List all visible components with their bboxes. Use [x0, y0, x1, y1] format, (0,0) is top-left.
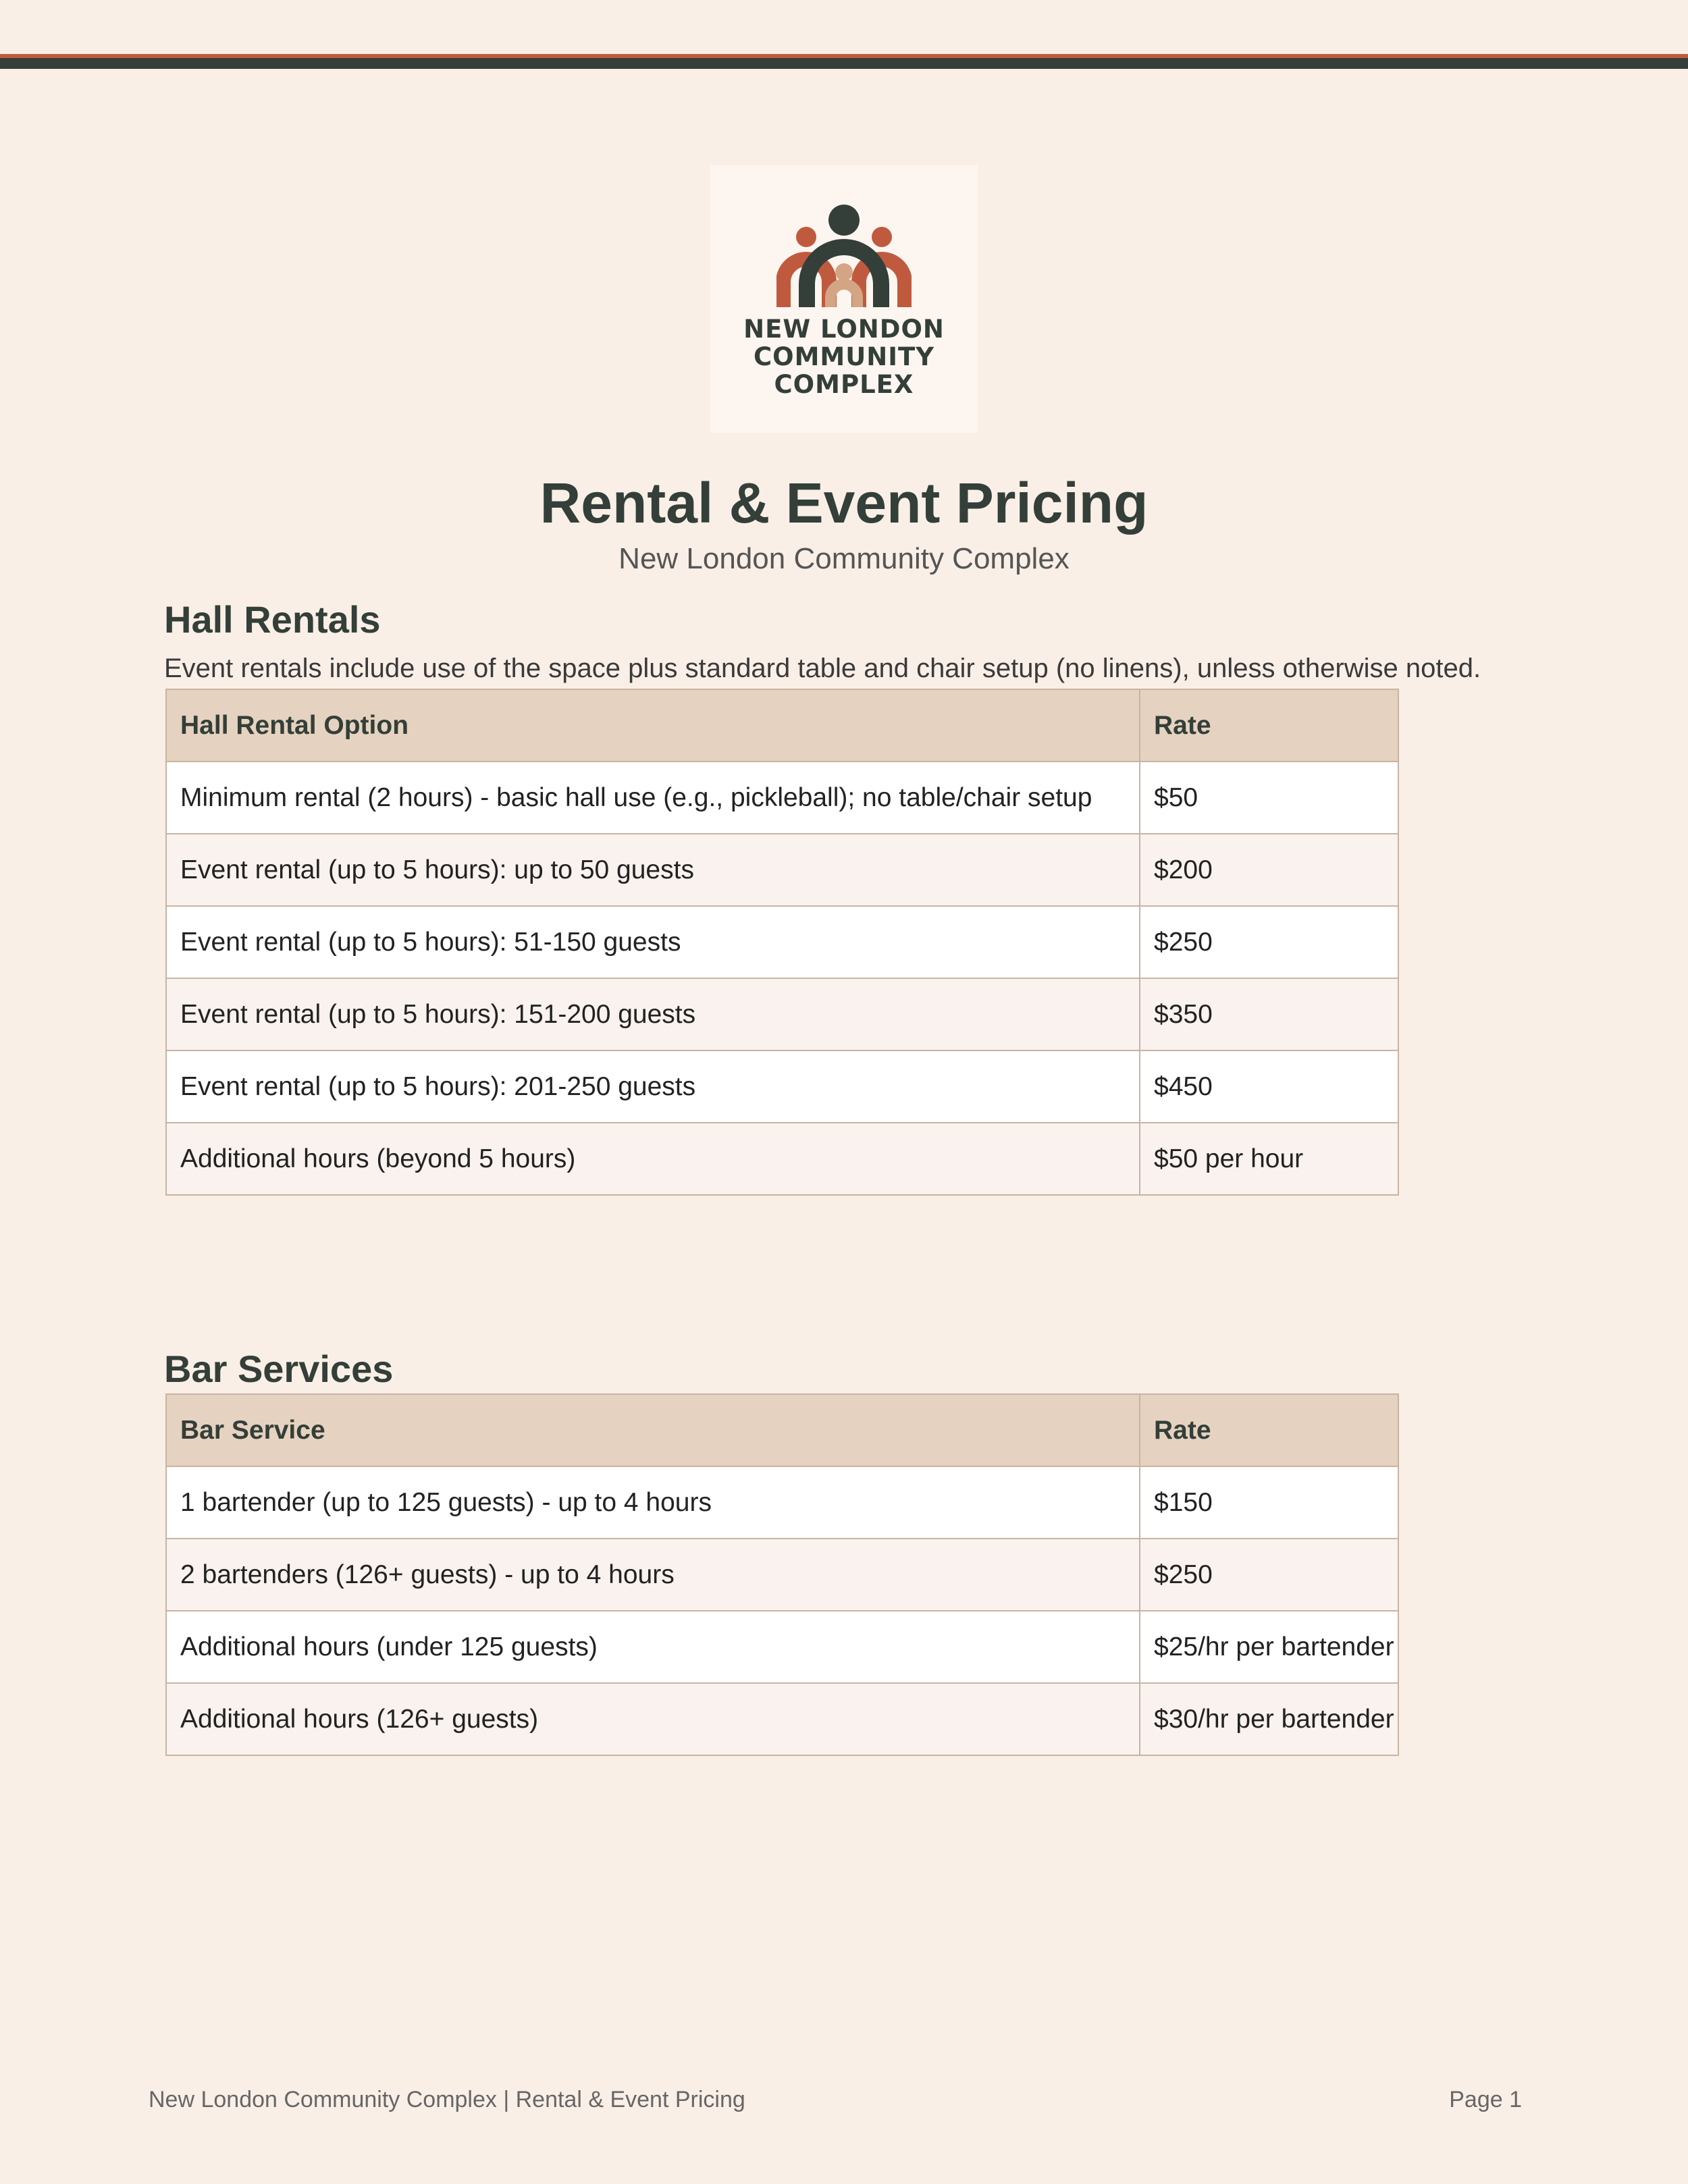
rate-cell: $50 per hour	[1140, 1123, 1398, 1195]
table-row	[166, 834, 1398, 906]
hall-rental-table	[165, 689, 1399, 1196]
column-header-option: Hall Rental Option	[166, 689, 1140, 762]
table-row	[166, 1539, 1398, 1611]
table-row	[166, 1683, 1398, 1755]
table-row	[166, 978, 1398, 1050]
option-cell: Event rental (up to 5 hours): 201-250 guests	[166, 1050, 1140, 1123]
hall-rentals-intro: Event rentals include use of the space plus standard table and chair setup (no linens), unless otherwise noted.	[164, 654, 1481, 683]
table-row	[166, 1466, 1398, 1539]
table-row	[166, 762, 1398, 834]
option-cell: Event rental (up to 5 hours): 51-150 guests	[166, 906, 1140, 978]
page-subtitle: New London Community Complex	[618, 542, 1070, 575]
header-rule	[0, 58, 1688, 69]
column-header-rate: Rate	[1140, 689, 1398, 762]
rate-cell: $250	[1140, 1539, 1398, 1611]
rate-cell: $350	[1140, 978, 1398, 1050]
rate-cell: $25/hr per bartender	[1140, 1611, 1398, 1683]
service-cell: Additional hours (under 125 guests)	[166, 1611, 1140, 1683]
table-row	[166, 906, 1398, 978]
option-cell: Event rental (up to 5 hours): up to 50 guests	[166, 834, 1140, 906]
logo-wordmark	[710, 315, 978, 398]
logo-line-2: COMMUNITY	[753, 342, 935, 371]
rate-cell: $150	[1140, 1466, 1398, 1539]
option-cell: Event rental (up to 5 hours): 151-200 guests	[166, 978, 1140, 1050]
table-header-row	[166, 1394, 1398, 1466]
service-cell: 1 bartender (up to 125 guests) - up to 4 hours	[166, 1466, 1140, 1539]
rate-cell: $50	[1140, 762, 1398, 834]
table-row	[166, 1123, 1398, 1195]
hall-rentals-heading: Hall Rentals	[164, 598, 381, 641]
bar-services-table	[165, 1393, 1399, 1756]
rate-cell: $200	[1140, 834, 1398, 906]
bar-services-heading: Bar Services	[164, 1348, 394, 1390]
logo-line-1: NEW LONDON	[743, 315, 945, 344]
column-header-service: Bar Service	[166, 1394, 1140, 1466]
service-cell: Additional hours (126+ guests)	[166, 1683, 1140, 1755]
community-people-logo-icon	[776, 205, 912, 313]
logo-line-3: COMPLEX	[774, 370, 914, 399]
rate-cell: $30/hr per bartender	[1140, 1683, 1398, 1755]
rate-cell: $450	[1140, 1050, 1398, 1123]
logo	[710, 165, 978, 433]
page-number: Page 1	[1449, 2087, 1522, 2112]
table-row	[166, 1611, 1398, 1683]
option-cell: Additional hours (beyond 5 hours)	[166, 1123, 1140, 1195]
option-cell: Minimum rental (2 hours) - basic hall use (e.g., pickleball); no table/chair setup	[166, 762, 1140, 834]
table-row	[166, 1050, 1398, 1123]
service-cell: 2 bartenders (126+ guests) - up to 4 hours	[166, 1539, 1140, 1611]
page-title: Rental & Event Pricing	[539, 471, 1149, 535]
footer-title: New London Community Complex | Rental & Event Pricing	[149, 2087, 745, 2112]
table-header-row	[166, 689, 1398, 762]
column-header-rate: Rate	[1140, 1394, 1398, 1466]
rate-cell: $250	[1140, 906, 1398, 978]
